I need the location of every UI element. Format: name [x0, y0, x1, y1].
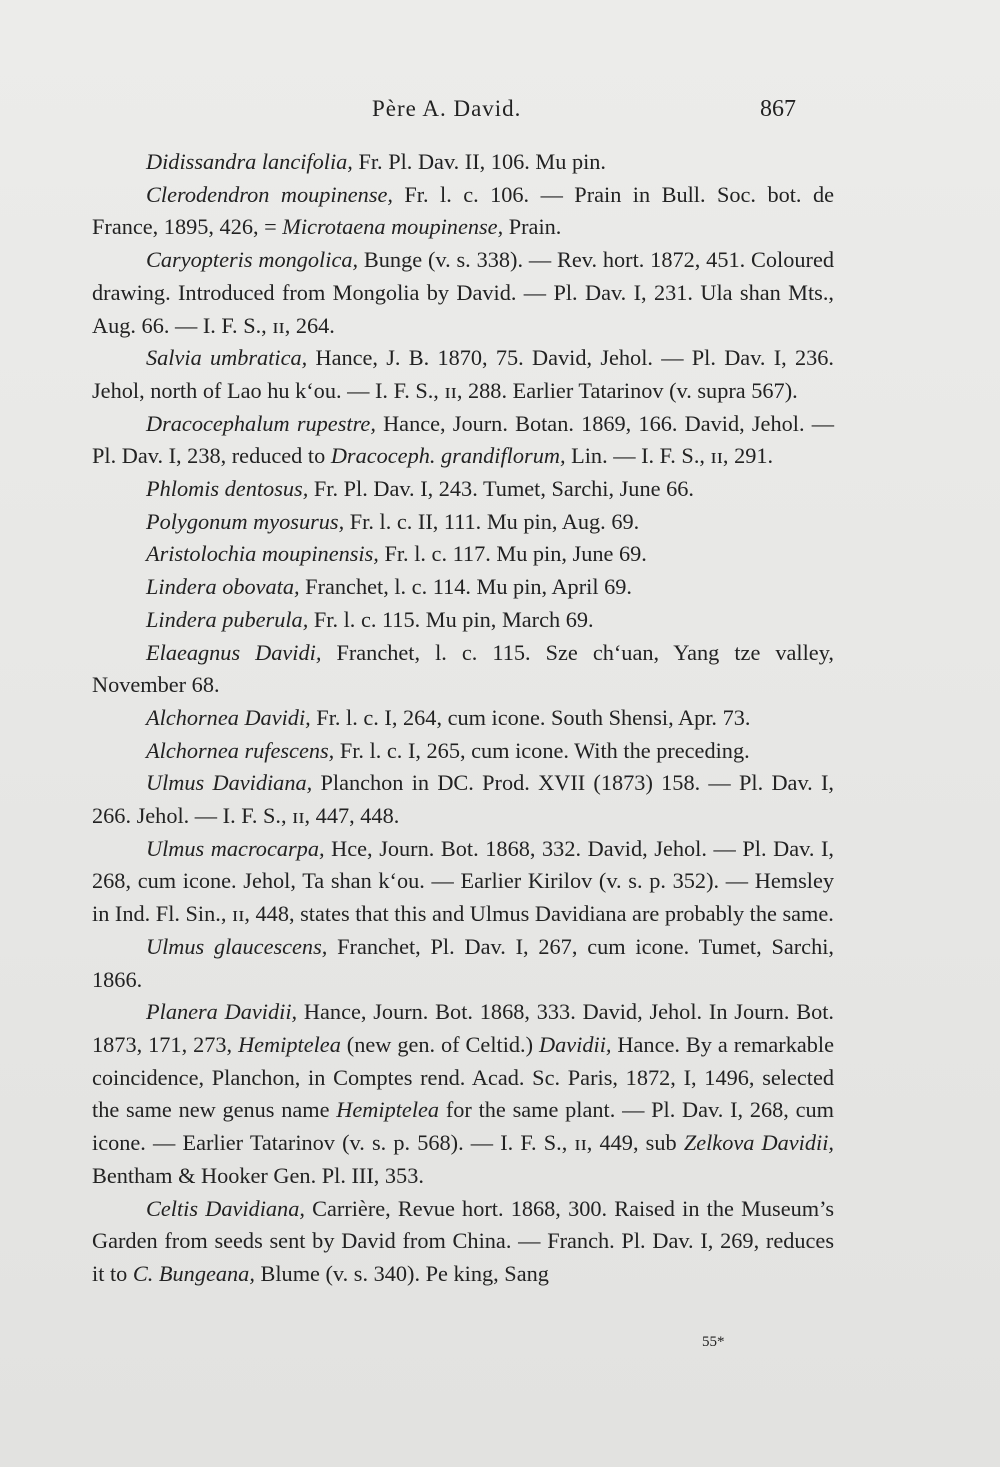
entry-ulmus-davidiana: Ulmus Davidiana, Planchon in DC. Prod. XVII (1873) 158. — Pl. Dav. I, 266. Jehol. — I. F. S., ɪɪ, 447, 448. [92, 770, 834, 829]
entry-salvia: Salvia umbratica, Hance, J. B. 1870, 75. David, Jehol. — Pl. Dav. I, 236. Jehol, north of Lao hu k‘ou. — I. F. S., ɪɪ, 288. Earlier Tatarinov (v. supra 567). [92, 345, 835, 403]
entry-alchornea-davidi: Alchornea Davidi, Fr. l. c. I, 264, cum icone. South Shensi, Apr. 73. [146, 704, 751, 730]
running-head [0, 96, 1000, 130]
signature-mark: 55* [702, 1334, 725, 1350]
entry-didissandra: Didissandra lancifolia, Fr. Pl. Dav. II, 106. Mu pin. [146, 149, 607, 174]
entry-ulmus-macrocarpa: Ulmus macrocarpa, Hce, Journ. Bot. 1868, 332. David, Jehol. — Pl. Dav. I, 268, cum icone. Jehol, Ta shan k‘ou. — Earlier Kirilov (v. s. p. 352). — Hemsley in Ind. Fl. Sin., ɪɪ, 448, states that this and Ulmus Davidiana are probably the same. [92, 835, 835, 927]
page-number: 867 [760, 96, 796, 122]
running-title: Père A. David. [372, 96, 522, 121]
entry-aristolochia: Aristolochia moupinensis, Fr. l. c. 117. Mu pin, June 69. [146, 541, 647, 567]
entry-dracocephalum: Dracocephalum rupestre, Hance, Journ. Botan. 1869, 166. David, Jehol. — Pl. Dav. I, 238, reduced to Dracoceph. grandiflorum, Lin. — I. F. S., ɪɪ, 291. [92, 410, 834, 469]
entry-lindera-puberula: Lindera puberula, Fr. l. c. 115. Mu pin, March 69. [146, 606, 594, 632]
entry-elaeagnus: Elaeagnus Davidi, Franchet, l. c. 115. Sze ch‘uan, Yang tze valley, November 68. [92, 639, 834, 698]
entry-planera: Planera Davidii, Hance, Journ. Bot. 1868, 333. David, Jehol. In Journ. Bot. 1873, 171, 273, Hemiptelea (new gen. of Celtid.) Davidii, Hance. By a remarkable coincidence, Planchon, in Comptes rend. Acad. Sc. Paris, 1872, I, 1496, selected the same new genus name Hemiptelea for the same plant. — Pl. Dav. I, 268, cum icone. — Earlier Tatarinov (v. s. p. 568). — I. F. S., ɪɪ, 449, sub Zelkova Davidii, Bentham & Hooker Gen. Pl. III, 353. [92, 999, 834, 1188]
entry-alchornea-rufescens: Alchornea rufescens, Fr. l. c. I, 265, cum icone. With the preceding. [146, 737, 750, 763]
entry-celtis: Celtis Davidiana, Carrière, Revue hort. 1868, 300. Raised in the Museum’s Garden from seeds sent by David from China. — Franch. Pl. Dav. I, 269, reduces it to C. Bungeana, Blume (v. s. 340). Pe king, Sang [92, 1195, 834, 1286]
entry-caryopteris: Caryopteris mongolica, Bunge (v. s. 338). — Rev. hort. 1872, 451. Coloured drawing. Introduced from Mongolia by David. — Pl. Dav. I, 231. Ula shan Mts., Aug. 66. — I. F. S., ɪɪ, 264. [92, 247, 835, 338]
entry-phlomis: Phlomis dentosus, Fr. Pl. Dav. I, 243. Tumet, Sarchi, June 66. [146, 476, 694, 502]
text-body [92, 146, 834, 1291]
entry-clerodendron: Clerodendron moupinense, Fr. l. c. 106. — Prain in Bull. Soc. bot. de France, 1895, 426, = Microtaena moupinense, Prain. [92, 181, 834, 240]
entry-lindera-obovata: Lindera obovata, Franchet, l. c. 114. Mu pin, April 69. [146, 574, 632, 600]
entry-ulmus-glaucescens: Ulmus glaucescens, Franchet, Pl. Dav. I, 267, cum icone. Tumet, Sarchi, 1866. [92, 933, 834, 992]
entry-polygonum: Polygonum myosurus, Fr. l. c. II, 111. Mu pin, Aug. 69. [146, 508, 640, 534]
